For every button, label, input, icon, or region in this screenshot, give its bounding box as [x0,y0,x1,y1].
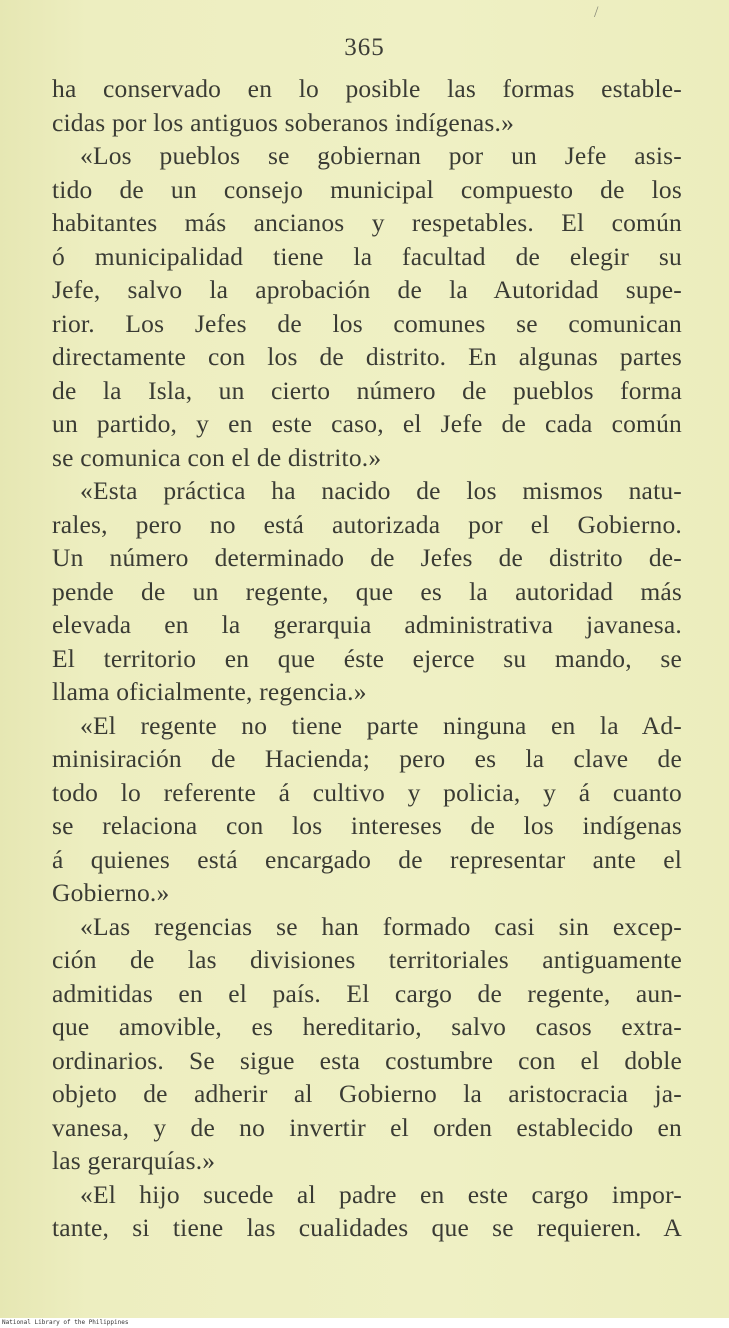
footer-strip [0,1318,729,1328]
text-line: Un número determinado de Jefes de distrito de- [52,543,682,572]
text-line: «El hijo sucede al padre en este cargo impor- [80,1179,682,1209]
text-line: ción de las divisiones territoriales antiguamente [52,945,682,974]
page-number: 365 [344,34,385,61]
text-line: se comunica con el de distrito.» [52,442,382,472]
text-line: de la Isla, un cierto número de pueblos forma [52,375,682,405]
text-line: «El regente no tiene parte ninguna en la Ad- [80,710,682,740]
text-line: directamente con los de distrito. En algunas partes [52,342,682,371]
text-line: minisiración de Hacienda; pero es la clave de [52,744,682,773]
text-line: «Esta práctica ha nacido de los mismos natu- [80,476,682,505]
text-line: objeto de adherir al Gobierno la aristocracia ja- [52,1079,682,1108]
text-line: Jefe, salvo la aprobación de la Autoridad supe- [52,275,682,304]
text-line: vanesa, y de no invertir el orden establecido en [52,1112,682,1142]
text-line: un partido, y en este caso, el Jefe de cada común [52,409,682,438]
text-line: elevada en la gerarquia administrativa javanesa. [52,610,682,639]
text-line: «Las regencias se han formado casi sin excep- [80,911,682,941]
text-line: ó municipalidad tiene la facultad de elegir su [52,241,682,271]
text-line: á quienes está encargado de representar ante el [52,844,682,874]
text-line: habitantes más ancianos y respetables. El común [52,208,682,237]
text-line: «Los pueblos se gobiernan por un Jefe asis- [80,141,682,170]
text-line: ha conservado en lo posible las formas estable- [52,74,682,103]
text-line: las gerarquías.» [52,1146,216,1175]
corner-mark: / [594,4,599,21]
text-line: cidas por los antiguos soberanos indígenas.» [52,107,515,137]
text-line: se relaciona con los intereses de los indígenas [52,811,682,840]
text-line: rior. Los Jefes de los comunes se comunican [52,308,682,338]
text-line: rales, pero no está autorizada por el Gobierno. [52,509,682,539]
text-line: tido de un consejo municipal compuesto de los [52,174,682,204]
library-credit: National Library of the Philippines [2,1319,129,1326]
text-line: El territorio en que éste ejerce su mando, se [52,643,682,673]
text-line: llama oficialmente, regencia.» [52,677,367,706]
text-line: que amovible, es hereditario, salvo casos extra- [52,1012,682,1041]
text-line: ordinarios. Se sigue esta costumbre con el doble [52,1045,682,1075]
text-line: Gobierno.» [52,878,170,907]
text-line: admitidas en el país. El cargo de regente, aun- [52,978,682,1008]
text-line: pende de un regente, que es la autoridad más [52,576,682,606]
body-text [52,72,682,1245]
text-line: tante, si tiene las cualidades que se requieren. A [52,1213,682,1242]
text-line: todo lo referente á cultivo y policia, y á cuanto [52,777,682,807]
